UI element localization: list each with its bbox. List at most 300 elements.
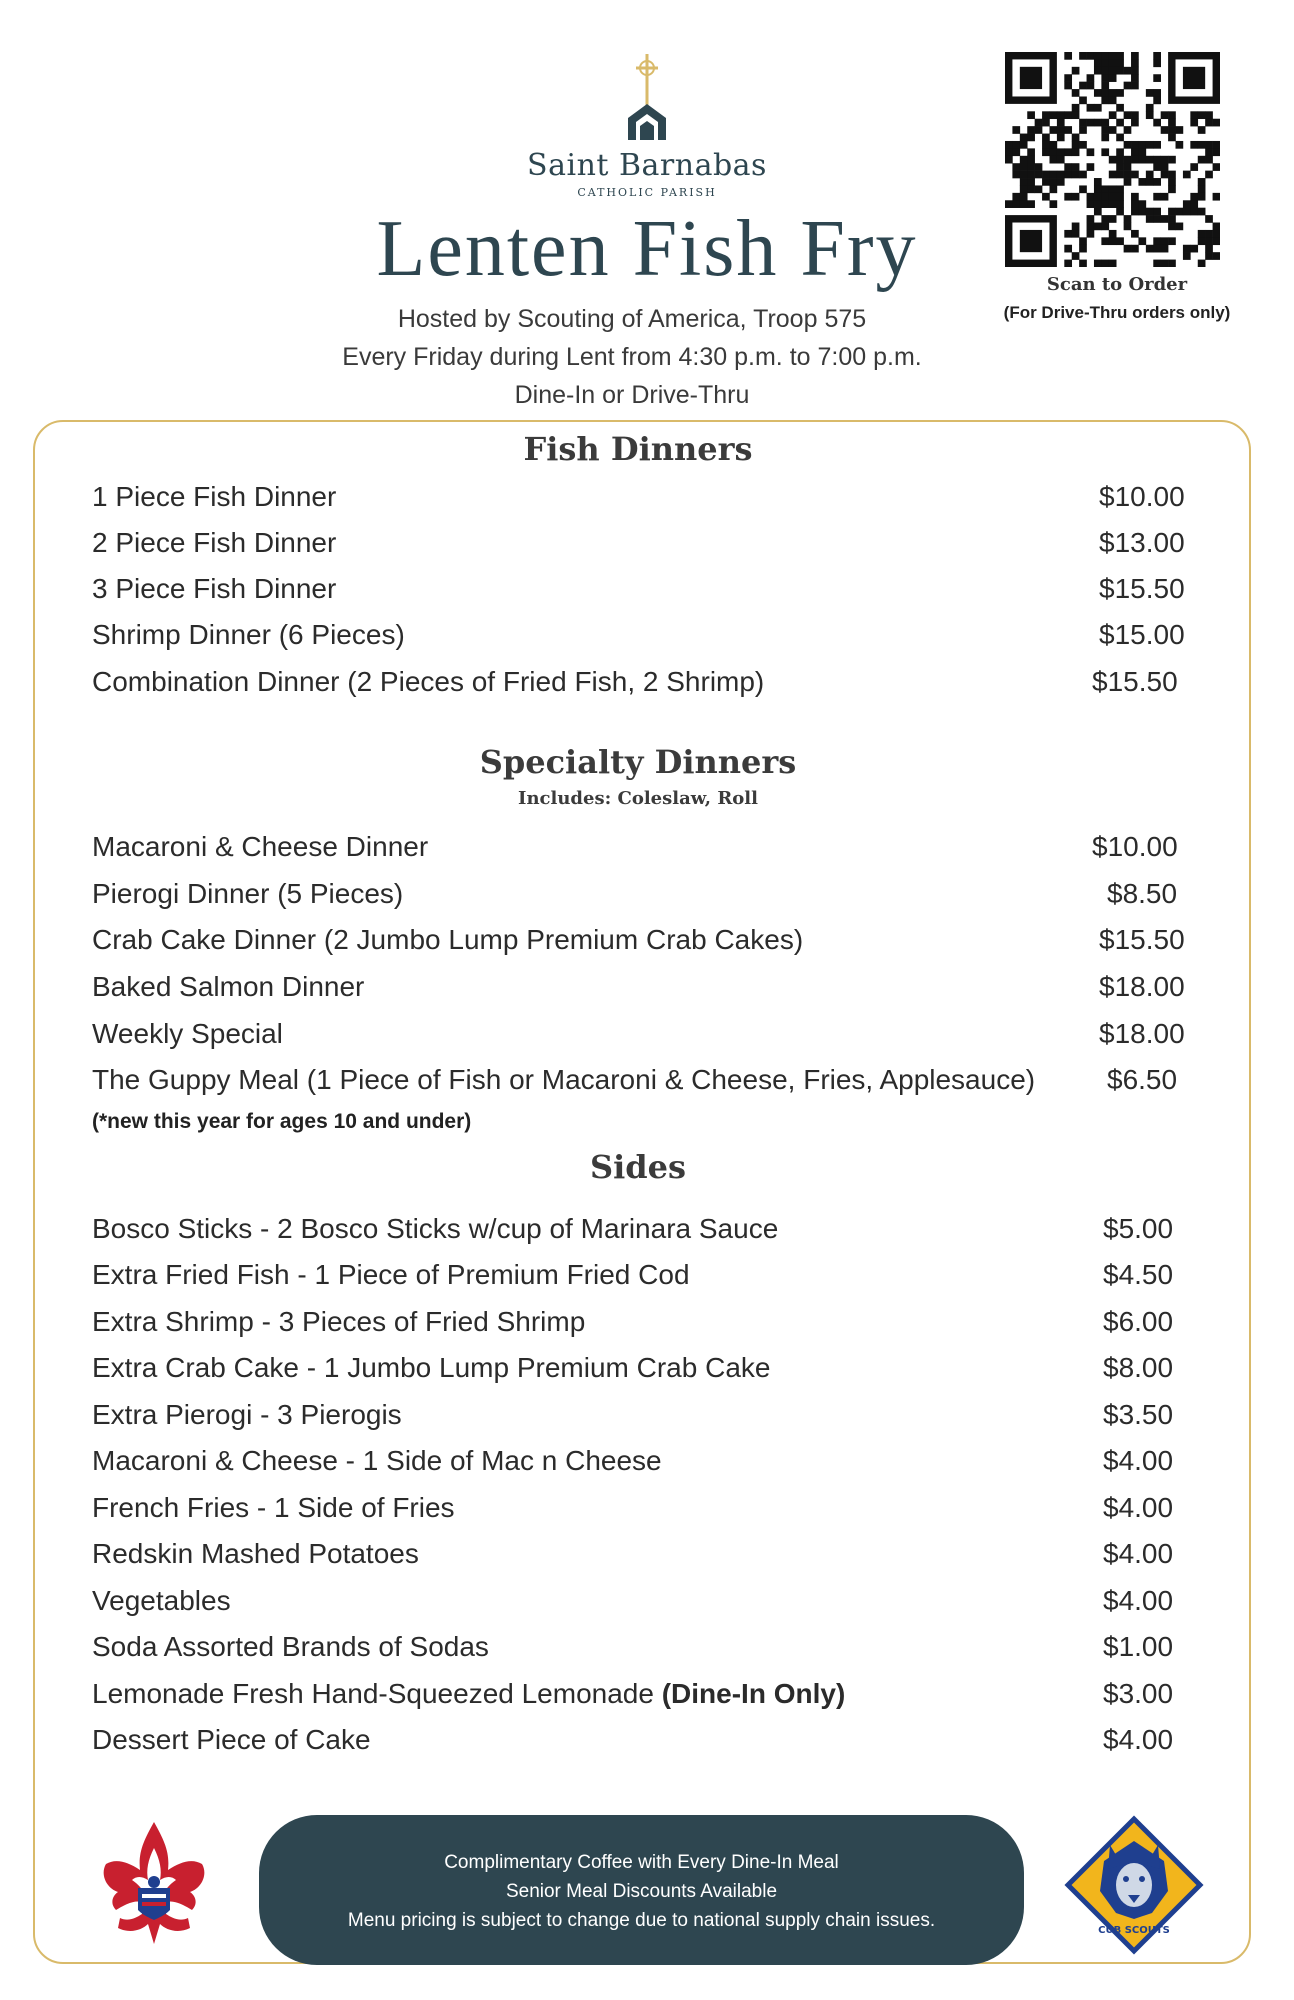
qr-module — [1020, 134, 1028, 142]
qr-module — [1176, 141, 1184, 149]
qr-module — [1146, 156, 1154, 164]
qr-module — [1101, 223, 1109, 231]
item-name: Combination Dinner (2 Pieces of Fried Fish, 2 Shrimp) — [92, 666, 765, 697]
item-name-emphasis: (Dine-In Only) — [661, 1678, 846, 1709]
qr-module — [1213, 193, 1220, 201]
qr-module — [1012, 200, 1020, 208]
qr-module — [1020, 193, 1028, 201]
qr-module — [1094, 260, 1102, 267]
item-name: The Guppy Meal (1 Piece of Fish or Macaroni & Cheese, Fries, Applesauce) — [92, 1064, 1036, 1095]
menu-item — [92, 1724, 1192, 1770]
qr-module — [1190, 141, 1198, 149]
qr-module — [1205, 171, 1213, 179]
menu-item — [92, 1018, 1192, 1064]
qr-module — [1087, 230, 1095, 238]
qr-module — [1087, 223, 1095, 231]
qr-module — [1087, 104, 1095, 112]
page-title: Lenten Fish Fry — [376, 205, 918, 293]
item-price: $4.00 — [1103, 1538, 1174, 1569]
qr-module — [1042, 111, 1050, 119]
cub-scouts-emblem-icon — [1064, 1815, 1204, 1955]
qr-module — [1079, 171, 1087, 179]
qr-module — [1146, 171, 1154, 179]
qr-module — [1072, 223, 1080, 231]
item-price: $1.00 — [1103, 1631, 1174, 1662]
qr-module — [1087, 74, 1095, 82]
qr-module — [1079, 260, 1087, 267]
qr-code-icon[interactable] — [1005, 52, 1220, 267]
qr-module — [1153, 89, 1161, 97]
qr-module — [1131, 156, 1139, 164]
qr-module — [1146, 208, 1154, 216]
qr-module — [1205, 148, 1213, 156]
qr-module — [1116, 134, 1124, 142]
qr-module — [1005, 200, 1013, 208]
qr-module — [1020, 141, 1028, 149]
qr-module — [1109, 96, 1117, 104]
qr-module — [1109, 237, 1117, 245]
qr-module — [1049, 171, 1057, 179]
qr-module — [1064, 193, 1072, 201]
qr-module — [1124, 67, 1132, 75]
qr-module — [1027, 171, 1035, 179]
qr-module — [1109, 59, 1117, 67]
qr-module — [1049, 111, 1057, 119]
qr-module — [1116, 119, 1124, 127]
qr-module — [1049, 156, 1057, 164]
qr-module — [1020, 178, 1028, 186]
qr-module — [1072, 141, 1080, 149]
menu-item — [92, 1352, 1192, 1398]
qr-module — [1020, 230, 1042, 252]
item-name: Soda Assorted Brands of Sodas — [92, 1631, 489, 1662]
qr-module — [1205, 141, 1213, 149]
qr-module — [1131, 67, 1139, 75]
qr-module — [1020, 163, 1028, 171]
item-name: Macaroni & Cheese - 1 Side of Mac n Cheese — [92, 1445, 662, 1476]
qr-module — [1064, 260, 1072, 267]
qr-module — [1153, 119, 1161, 127]
item-name: Extra Crab Cake - 1 Jumbo Lump Premium Crab Cake — [92, 1352, 771, 1383]
qr-module — [1198, 178, 1206, 186]
qr-module — [1116, 89, 1124, 97]
qr-module — [1079, 82, 1087, 90]
qr-module — [1057, 119, 1065, 127]
qr-module — [1124, 223, 1132, 231]
qr-module — [1190, 193, 1198, 201]
qr-module — [1198, 156, 1206, 164]
qr-module — [1094, 119, 1102, 127]
item-name: Pierogi Dinner (5 Pieces) — [92, 878, 404, 909]
item-price: $4.00 — [1103, 1445, 1174, 1476]
qr-module — [1005, 156, 1013, 164]
qr-module — [1072, 67, 1080, 75]
menu-item — [92, 924, 1192, 970]
menu-item — [92, 1631, 1192, 1677]
qr-module — [1094, 178, 1102, 186]
qr-module — [1205, 245, 1213, 253]
qr-module — [1042, 119, 1050, 127]
item-name: Weekly Special — [92, 1018, 283, 1049]
qr-module — [1190, 111, 1198, 119]
item-name: 1 Piece Fish Dinner — [92, 481, 337, 512]
qr-module — [1094, 52, 1102, 60]
qr-module — [1072, 230, 1080, 238]
qr-module — [1109, 215, 1117, 223]
qr-module — [1183, 171, 1191, 179]
qr-module — [1101, 237, 1109, 245]
menu-item — [92, 481, 1192, 527]
qr-module — [1146, 89, 1154, 97]
qr-module — [1079, 52, 1087, 60]
item-price: $3.00 — [1103, 1678, 1174, 1709]
qr-module — [1176, 208, 1184, 216]
qr-module — [1109, 74, 1117, 82]
item-name: Macaroni & Cheese Dinner — [92, 831, 429, 862]
qr-module — [1035, 163, 1043, 171]
qr-module — [1079, 185, 1087, 193]
qr-module — [1116, 185, 1124, 193]
item-price: $6.00 — [1103, 1306, 1174, 1337]
qr-module — [1087, 148, 1095, 156]
qr-module — [1101, 52, 1109, 60]
qr-module — [1101, 215, 1109, 223]
qr-module — [1087, 215, 1095, 223]
qr-module — [1183, 200, 1191, 208]
qr-module — [1064, 171, 1072, 179]
qr-module — [1168, 134, 1176, 142]
qr-module — [1057, 126, 1065, 134]
qr-module — [1153, 215, 1161, 223]
qr-module — [1183, 245, 1191, 253]
section-title-specialty-dinners: Specialty Dinners — [479, 743, 797, 781]
qr-module — [1131, 82, 1139, 90]
qr-module — [1161, 237, 1169, 245]
qr-module — [1168, 111, 1176, 119]
qr-module — [1101, 148, 1109, 156]
qr-module — [1161, 126, 1169, 134]
qr-module — [1168, 171, 1176, 179]
qr-module — [1138, 237, 1146, 245]
qr-module — [1131, 171, 1139, 179]
qr-module — [1161, 171, 1169, 179]
qr-module — [1072, 252, 1080, 260]
qr-module — [1198, 208, 1206, 216]
qr-module — [1190, 208, 1198, 216]
qr-module — [1057, 111, 1065, 119]
qr-module — [1064, 163, 1072, 171]
qr-module — [1213, 119, 1220, 127]
menu-item — [92, 527, 1192, 573]
qr-module — [1153, 193, 1161, 201]
qr-module — [1161, 111, 1169, 119]
qr-module — [1116, 163, 1124, 171]
qr-label: Scan to Order — [1046, 274, 1188, 295]
qr-module — [1072, 89, 1080, 97]
item-name: 3 Piece Fish Dinner — [92, 573, 337, 604]
qr-module — [1116, 156, 1124, 164]
qr-module — [1190, 119, 1198, 127]
qr-module — [1072, 193, 1080, 201]
qr-module — [1190, 200, 1198, 208]
qr-module — [1198, 230, 1206, 238]
qr-module — [1012, 193, 1020, 201]
qr-module — [1042, 148, 1050, 156]
footer-notice — [259, 1815, 1024, 1965]
qr-module — [1198, 185, 1206, 193]
qr-module — [1072, 134, 1080, 142]
guppy-meal-note: (*new this year for ages 10 and under) — [92, 1110, 472, 1133]
qr-module — [1087, 82, 1095, 90]
menu-item — [92, 878, 1192, 924]
qr-module — [1079, 237, 1087, 245]
info-line: Every Friday during Lent from 4:30 p.m. to 7:00 p.m. — [342, 343, 922, 371]
item-price: $15.50 — [1099, 573, 1185, 604]
qr-module — [1146, 111, 1154, 119]
qr-module — [1213, 237, 1220, 245]
info-line: Dine-In or Drive-Thru — [514, 381, 750, 409]
item-price: $15.50 — [1099, 924, 1185, 955]
qr-module — [1109, 126, 1117, 134]
qr-module — [1079, 245, 1087, 253]
item-price: $4.00 — [1103, 1724, 1174, 1755]
qr-module — [1109, 156, 1117, 164]
qr-module — [1124, 163, 1132, 171]
menu-item — [92, 1259, 1192, 1305]
qr-module — [1138, 148, 1146, 156]
qr-module — [1205, 237, 1213, 245]
qr-module — [1131, 245, 1139, 253]
qr-module — [1213, 230, 1220, 238]
qr-module — [1198, 141, 1206, 149]
qr-module — [1101, 193, 1109, 201]
qr-module — [1131, 59, 1139, 67]
menu-item — [92, 1492, 1192, 1538]
qr-module — [1035, 126, 1043, 134]
qr-module — [1176, 126, 1184, 134]
qr-module — [1138, 200, 1146, 208]
qr-module — [1027, 156, 1035, 164]
qr-module — [1176, 223, 1184, 231]
qr-module — [1205, 156, 1213, 164]
item-price: $4.00 — [1103, 1492, 1174, 1523]
qr-module — [1101, 67, 1109, 75]
footer-line: Menu pricing is subject to change due to national supply chain issues. — [347, 1910, 936, 1931]
qr-module — [1101, 89, 1109, 97]
item-name: Dessert Piece of Cake — [92, 1724, 371, 1755]
menu-item — [92, 1538, 1192, 1584]
qr-module — [1042, 193, 1050, 201]
qr-module — [1064, 82, 1072, 90]
qr-module — [1035, 185, 1043, 193]
qr-module — [1109, 52, 1117, 60]
qr-module — [1138, 156, 1146, 164]
qr-module — [1101, 126, 1109, 134]
qr-module — [1213, 141, 1220, 149]
qr-module — [1027, 134, 1035, 142]
qr-module — [1005, 141, 1013, 149]
qr-module — [1213, 148, 1220, 156]
qr-module — [1079, 141, 1087, 149]
qr-module — [1064, 230, 1072, 238]
menu-item — [92, 1306, 1192, 1352]
qr-module — [1124, 245, 1132, 253]
qr-module — [1116, 193, 1124, 201]
qr-module — [1153, 245, 1161, 253]
qr-module — [1094, 59, 1102, 67]
qr-module — [1205, 119, 1213, 127]
item-name: Extra Pierogi - 3 Pierogis — [92, 1399, 402, 1430]
qr-module — [1005, 148, 1013, 156]
qr-module — [1138, 178, 1146, 186]
qr-module — [1012, 141, 1020, 149]
qr-module — [1057, 156, 1065, 164]
qr-module — [1020, 67, 1042, 89]
qr-module — [1049, 126, 1057, 134]
qr-module — [1042, 178, 1050, 186]
qr-module — [1064, 148, 1072, 156]
qr-module — [1094, 208, 1102, 216]
item-price: $4.00 — [1103, 1585, 1174, 1616]
qr-module — [1153, 96, 1161, 104]
item-name: Shrimp Dinner (6 Pieces) — [92, 619, 405, 650]
item-price: $3.50 — [1103, 1399, 1174, 1430]
item-name: French Fries - 1 Side of Fries — [92, 1492, 455, 1523]
qr-module — [1042, 171, 1050, 179]
qr-module — [1198, 237, 1206, 245]
qr-module — [1094, 185, 1102, 193]
item-price: $4.50 — [1103, 1259, 1174, 1290]
qr-module — [1168, 178, 1176, 186]
menu-item — [92, 1399, 1192, 1445]
menu-item — [92, 831, 1192, 877]
qr-module — [1183, 252, 1191, 260]
qr-module — [1131, 52, 1139, 60]
item-price: $15.50 — [1092, 666, 1178, 697]
qr-module — [1146, 245, 1154, 253]
qr-module — [1116, 200, 1124, 208]
qr-module — [1027, 148, 1035, 156]
item-price: $10.00 — [1092, 831, 1178, 862]
qr-module — [1146, 178, 1154, 186]
qr-module — [1168, 237, 1176, 245]
qr-module — [1116, 237, 1124, 245]
qr-module — [1109, 171, 1117, 179]
qr-module — [1146, 104, 1154, 112]
qr-module — [1116, 104, 1124, 112]
qr-module — [1161, 163, 1169, 171]
qr-module — [1109, 185, 1117, 193]
footer-line: Senior Meal Discounts Available — [505, 1881, 778, 1902]
qr-module — [1049, 200, 1057, 208]
qr-module — [1138, 141, 1146, 149]
qr-module — [1109, 193, 1117, 201]
item-name: Crab Cake Dinner (2 Jumbo Lump Premium Crab Cakes) — [92, 924, 804, 955]
qr-module — [1124, 126, 1132, 134]
qr-module — [1012, 163, 1020, 171]
menu-item — [92, 1585, 1192, 1631]
item-price: $18.00 — [1099, 971, 1185, 1002]
qr-module — [1168, 208, 1176, 216]
qr-module — [1153, 74, 1161, 82]
qr-module — [1124, 215, 1132, 223]
qr-module — [1198, 126, 1206, 134]
qr-module — [1131, 193, 1139, 201]
qr-module — [1020, 171, 1028, 179]
qr-module — [1161, 260, 1169, 267]
qr-module — [1124, 111, 1132, 119]
qr-module — [1116, 171, 1124, 179]
qr-module — [1057, 178, 1065, 186]
qr-module — [1153, 237, 1161, 245]
qr-module — [1109, 230, 1117, 238]
qr-module — [1146, 215, 1154, 223]
qr-module — [1101, 59, 1109, 67]
item-name: Baked Salmon Dinner — [92, 971, 365, 1002]
menu-item — [92, 1064, 1192, 1110]
qr-module — [1087, 163, 1095, 171]
qr-module — [1072, 104, 1080, 112]
qr-module — [1131, 230, 1139, 238]
qr-module — [1072, 171, 1080, 179]
menu-item — [92, 1445, 1192, 1491]
item-name: Redskin Mashed Potatoes — [92, 1538, 419, 1569]
qr-module — [1161, 193, 1169, 201]
qr-module — [1153, 260, 1161, 267]
qr-module — [1020, 200, 1028, 208]
qr-module — [1124, 141, 1132, 149]
qr-module — [1079, 96, 1087, 104]
qr-module — [1101, 260, 1109, 267]
cross-steeple-icon — [624, 52, 670, 144]
qr-module — [1116, 67, 1124, 75]
qr-module — [1049, 148, 1057, 156]
qr-module — [1124, 178, 1132, 186]
qr-module — [1161, 245, 1169, 253]
qr-module — [1020, 185, 1028, 193]
qr-module — [1035, 119, 1043, 127]
item-price: $10.00 — [1099, 481, 1185, 512]
qr-module — [1094, 200, 1102, 208]
qr-module — [1064, 126, 1072, 134]
qr-module — [1190, 245, 1198, 253]
qr-module — [1042, 141, 1050, 149]
qr-module — [1153, 141, 1161, 149]
qr-module — [1027, 178, 1035, 186]
qr-module — [1205, 111, 1213, 119]
item-name: Lemonade Fresh Hand-Squeezed Lemonade — [92, 1678, 654, 1709]
menu-item — [92, 1678, 1192, 1724]
cub-scouts-text: CUB SCOUTS — [1098, 1925, 1170, 1936]
qr-module — [1153, 59, 1161, 67]
section-title-sides: Sides — [589, 1148, 686, 1186]
qr-module — [1131, 208, 1139, 216]
qr-module — [1131, 111, 1139, 119]
qr-module — [1153, 178, 1161, 186]
qr-module — [1168, 119, 1176, 127]
qr-module — [1079, 119, 1087, 127]
qr-module — [1087, 52, 1095, 60]
qr-module — [1072, 111, 1080, 119]
qr-module — [1064, 111, 1072, 119]
qr-module — [1213, 252, 1220, 260]
qr-module — [1012, 148, 1020, 156]
qr-module — [1057, 171, 1065, 179]
qr-module — [1146, 141, 1154, 149]
item-name: Extra Shrimp - 3 Pieces of Fried Shrimp — [92, 1306, 586, 1337]
qr-module — [1109, 67, 1117, 75]
parish-subtitle: CATHOLIC PARISH — [577, 186, 717, 199]
